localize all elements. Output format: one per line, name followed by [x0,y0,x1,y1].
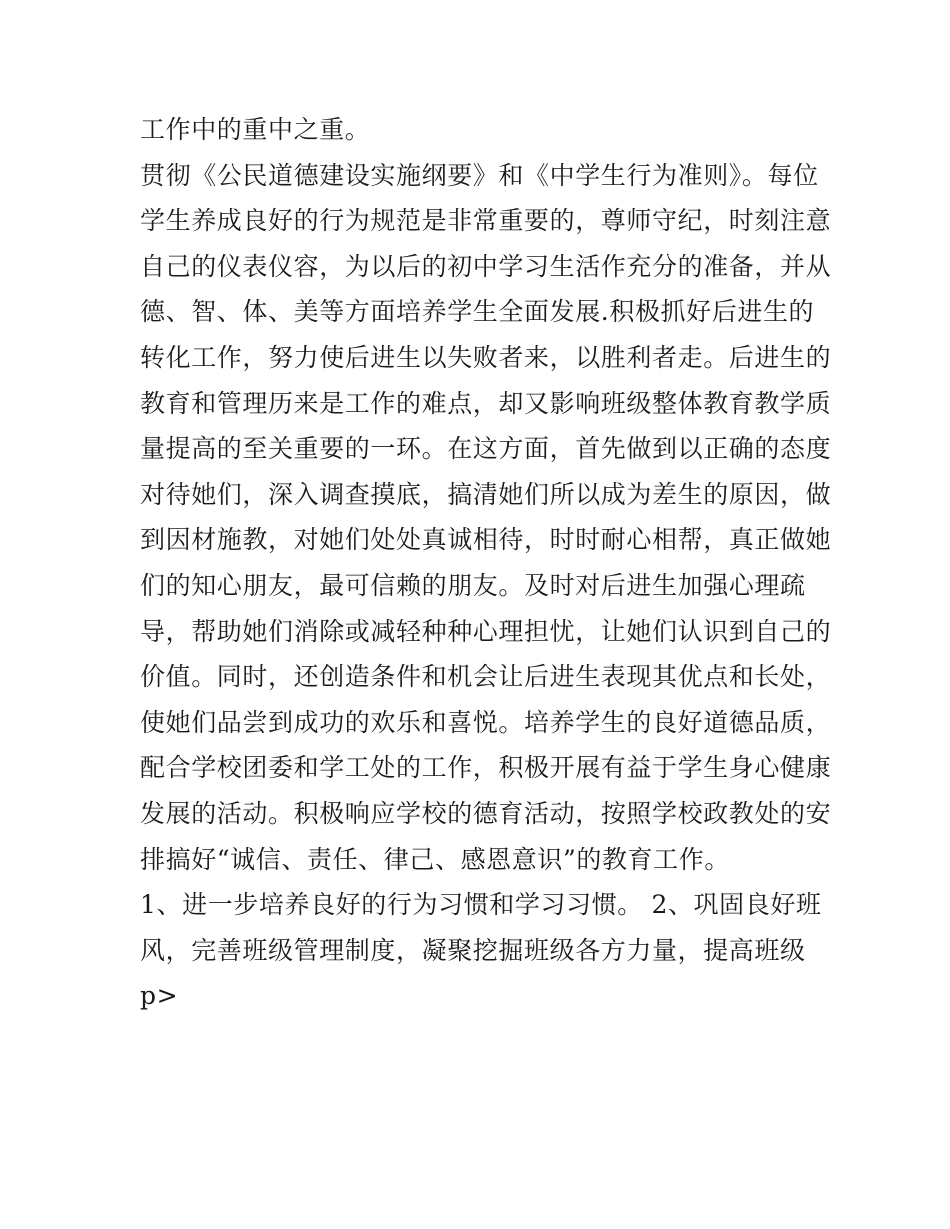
text-line: 学生养成良好的行为规范是非常重要的，尊师守纪，时刻注意 [140,206,832,236]
text-line: 排搞好“诚信、责任、律己、感恩意识”的教育工作。 [140,844,730,874]
text-line: 们的知心朋友，最可信赖的朋友。及时对后进生加强心理疏 [140,570,806,600]
text-line: 量提高的至关重要的一环。在这方面，首先做到以正确的态度 [140,434,832,464]
text-line: 1、进一步培养良好的行为习惯和学习习惯。 2、巩固良好班 [140,890,822,920]
text-line: p> [140,981,179,1011]
text-line: 教育和管理历来是工作的难点，却又影响班级整体教育教学质 [140,388,832,418]
text-line: 工作中的重中之重。 [140,115,371,144]
body-text [140,107,832,1019]
text-line: 配合学校团委和学工处的工作，积极开展有益于学生身心健康 [140,753,832,783]
text-line: 对待她们，深入调查摸底，搞清她们所以成为差生的原因，做 [140,479,832,509]
text-line: 使她们品尝到成功的欢乐和喜悦。培养学生的良好道德品质， [140,707,832,737]
text-line: 导，帮助她们消除或减轻种种心理担忧，让她们认识到自己的 [140,616,832,646]
text-line: 价值。同时，还创造条件和机会让后进生表现其优点和长处， [140,662,832,692]
text-line: 贯彻《公民道德建设实施纲要》和《中学生行为准则》。每位 [140,160,819,190]
text-line: 到因材施教，对她们处处真诚相待，时时耐心相帮，真正做她 [140,525,832,555]
text-line: 自己的仪表仪容，为以后的初中学习生活作充分的准备，并从 [140,251,832,281]
text-line: 发展的活动。积极响应学校的德育活动，按照学校政教处的安 [140,798,832,828]
text-line: 德、智、体、美等方面培养学生全面发展.积极抓好后进生的 [140,297,815,327]
text-line: 转化工作，努力使后进生以失败者来，以胜利者走。后进生的 [140,342,832,372]
text-line: 风，完善班级管理制度，凝聚挖掘班级各方力量，提高班级 [140,935,806,965]
